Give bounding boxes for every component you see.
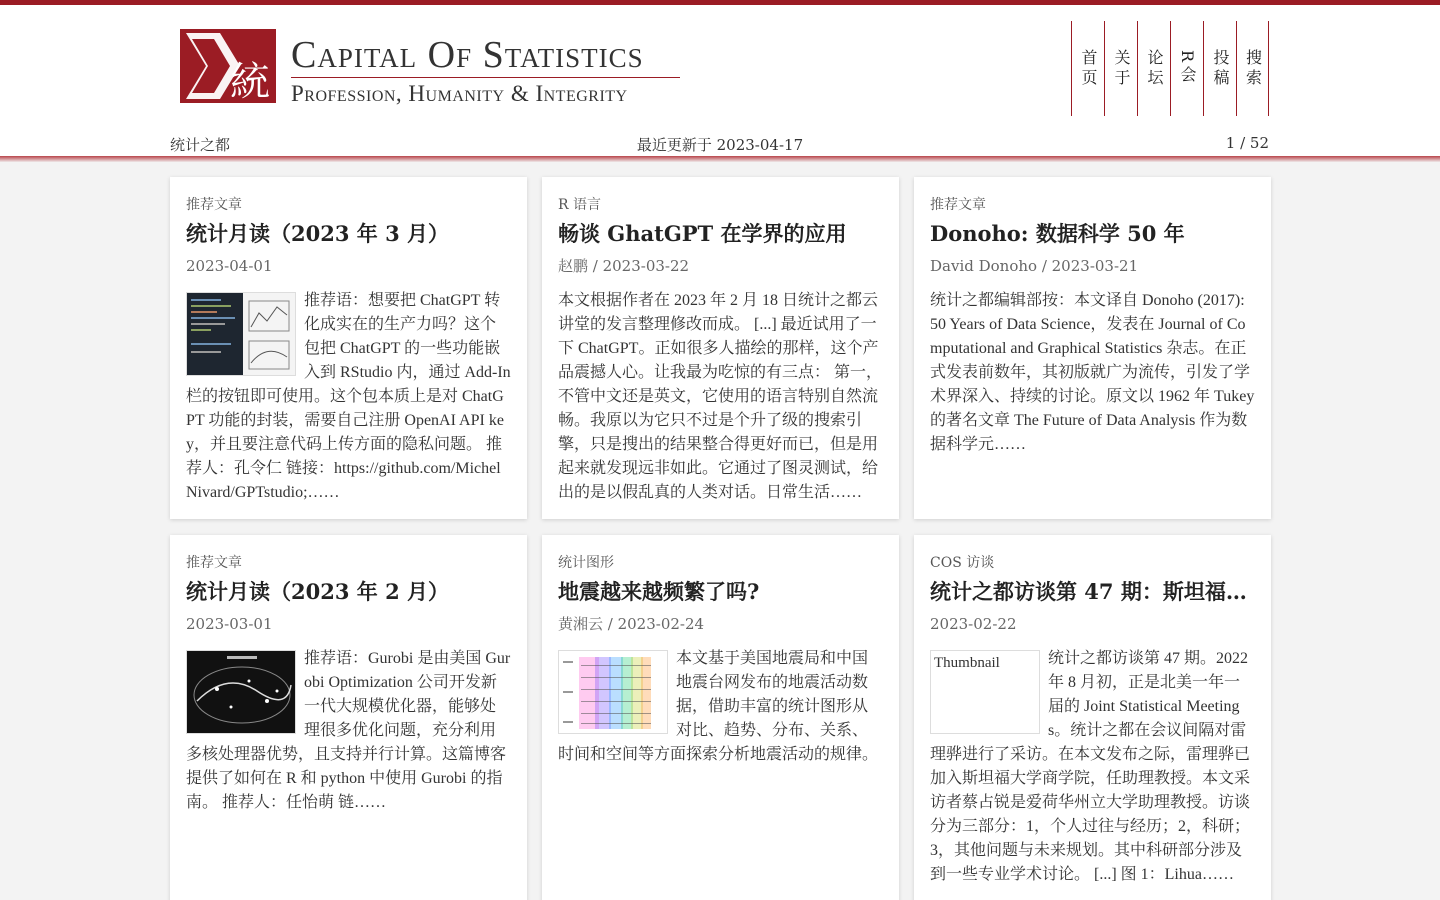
article-meta: 2023-02-22 xyxy=(930,615,1017,633)
article-category[interactable]: 推荐文章 xyxy=(186,197,242,213)
article-title[interactable]: 地震越来越频繁了吗? xyxy=(558,579,760,604)
article-thumbnail[interactable] xyxy=(558,650,668,734)
article-excerpt: 统计之都编辑部按：本文译自 Donoho (2017): 50 Years of Data Science，发表在 Journal of Computational and Graphical Statistics 杂志。在正式发表前数年，其初版就广为流传，引发了学术界深入、持续的讨论。原文以 1962 年 Tukey 的著名文章 The Future of Data Analysis 作为数据科学元…… xyxy=(930,292,1255,453)
logo-mark-icon xyxy=(180,29,276,103)
article-category[interactable]: 统计图形 xyxy=(558,555,614,571)
article-title[interactable]: 畅谈 GhatGPT 在学界的应用 xyxy=(558,221,847,246)
broken-image-icon: Thumbnail xyxy=(934,655,1000,671)
article-excerpt: 本文根据作者在 2023 年 2 月 18 日统计之都云讲堂的发言整理修改而成。 [...] 最近试用了一下 ChatGPT。正如很多人描绘的那样，这个产品震撼人心。让我最为吃惊的有三点： 第一，不管中文还是英文，它使用的语言特别自然流畅。我原以为它只不过是个升了级的搜索引擎，只是搜出的结果整合得更好而已，但是用起来就发现远非如此。它通过了图灵测试，给出的是以假乱真的人类对话。日常生活…… xyxy=(558,292,883,501)
article-card[interactable] xyxy=(914,177,1271,519)
article-category[interactable]: 推荐文章 xyxy=(186,555,242,571)
article-card[interactable] xyxy=(542,535,899,900)
article-excerpt: 推荐语：想要把 ChatGPT 转化成实在的生产力吗？这个包把 ChatGPT 的一些功能嵌入到 RStudio 内，通过 Add-In 栏的按钮即可使用。这个包本质上是对 ChatGPT 功能的封装，需要自己注册 OpenAI API key，并且要注意代码上传方面的隐私问题。 推荐人：孔令仁 链接：https://github.com/MichelNivard/GPTstudio;…… xyxy=(186,292,511,501)
article-category[interactable]: 推荐文章 xyxy=(930,197,986,213)
info-bar-shadow xyxy=(0,156,1440,162)
nav-about[interactable]: 关于 xyxy=(1104,21,1137,116)
article-title[interactable]: 统计月读（2023 年 3 月） xyxy=(186,221,449,246)
article-category[interactable]: R 语言 xyxy=(558,197,601,213)
article-title[interactable]: Donoho: 数据科学 50 年 xyxy=(930,221,1185,246)
article-meta: 赵鹏 / 2023-03-22 xyxy=(558,257,690,275)
article-card[interactable] xyxy=(542,177,899,519)
article-thumbnail[interactable] xyxy=(186,650,296,734)
article-card[interactable] xyxy=(170,177,527,519)
nav-submit[interactable]: 投稿 xyxy=(1203,21,1236,116)
logo-char: 統 xyxy=(230,59,270,103)
article-meta: 2023-04-01 xyxy=(186,257,273,275)
article-card[interactable] xyxy=(170,535,527,900)
article-meta: David Donoho / 2023-03-21 xyxy=(930,257,1139,275)
site-header xyxy=(0,5,1440,132)
nav-home[interactable]: 首页 xyxy=(1071,21,1104,116)
main-nav xyxy=(1071,21,1269,116)
page-indicator: 1 / 52 xyxy=(1225,134,1269,152)
nav-search[interactable]: 搜索 xyxy=(1236,21,1269,116)
logo-divider xyxy=(291,77,680,78)
article-meta: 黄湘云 / 2023-02-24 xyxy=(558,615,705,633)
last-updated: 最近更新于 2023-04-17 xyxy=(636,136,804,154)
article-thumbnail[interactable] xyxy=(930,650,1040,734)
article-title[interactable]: 统计月读（2023 年 2 月） xyxy=(186,579,449,604)
article-thumbnail[interactable] xyxy=(186,292,296,376)
article-excerpt: 推荐语：Gurobi 是由美国 Gurobi Optimization 公司开发新一代大规模优化器，能够处理很多优化问题，充分利用多核处理器优势，且支持并行计算。这篇博客提供了如何在 R 和 python 中使用 Gurobi 的指南。 推荐人：任怡萌 链…… xyxy=(186,650,511,811)
article-meta: 2023-03-01 xyxy=(186,615,273,633)
article-card[interactable] xyxy=(914,535,1271,900)
article-category[interactable]: COS 访谈 xyxy=(930,555,995,571)
nav-r-conference[interactable]: R会 xyxy=(1170,21,1203,116)
article-title[interactable]: 统计之都访谈第 47 期：斯坦福… xyxy=(930,579,1247,604)
site-name[interactable]: 统计之都 xyxy=(170,136,231,154)
logo-subtitle: Profession, Humanity & Integrity xyxy=(291,81,628,106)
nav-forum[interactable]: 论坛 xyxy=(1137,21,1170,116)
logo-title: Capital Of Statistics xyxy=(291,34,644,76)
article-excerpt: 本文基于美国地震局和中国地震台网发布的地震活动数据，借助丰富的统计图形从对比、趋势、分布、关系、时间和空间等方面探索分析地震活动的规律。 xyxy=(558,650,879,763)
article-excerpt: 统计之都访谈第 47 期。2022 年 8 月初，正是北美一年一届的 Joint Statistical Meetings。统计之都在会议间隔对雷理骅进行了采访。在本文发布之际，雷理骅已加入斯坦福大学商学院，任助理教授。本文采访者蔡占锐是爱荷华州立大学助理教授。访谈分为三部分：1，个人过往与经历；2，科研；3，其他问题与未来规划。其中科研部分涉及到一些专业学术讨论。 [...] 图 1：Lihua…… xyxy=(930,650,1251,883)
info-bar xyxy=(0,132,1440,156)
site-logo[interactable] xyxy=(180,27,690,111)
